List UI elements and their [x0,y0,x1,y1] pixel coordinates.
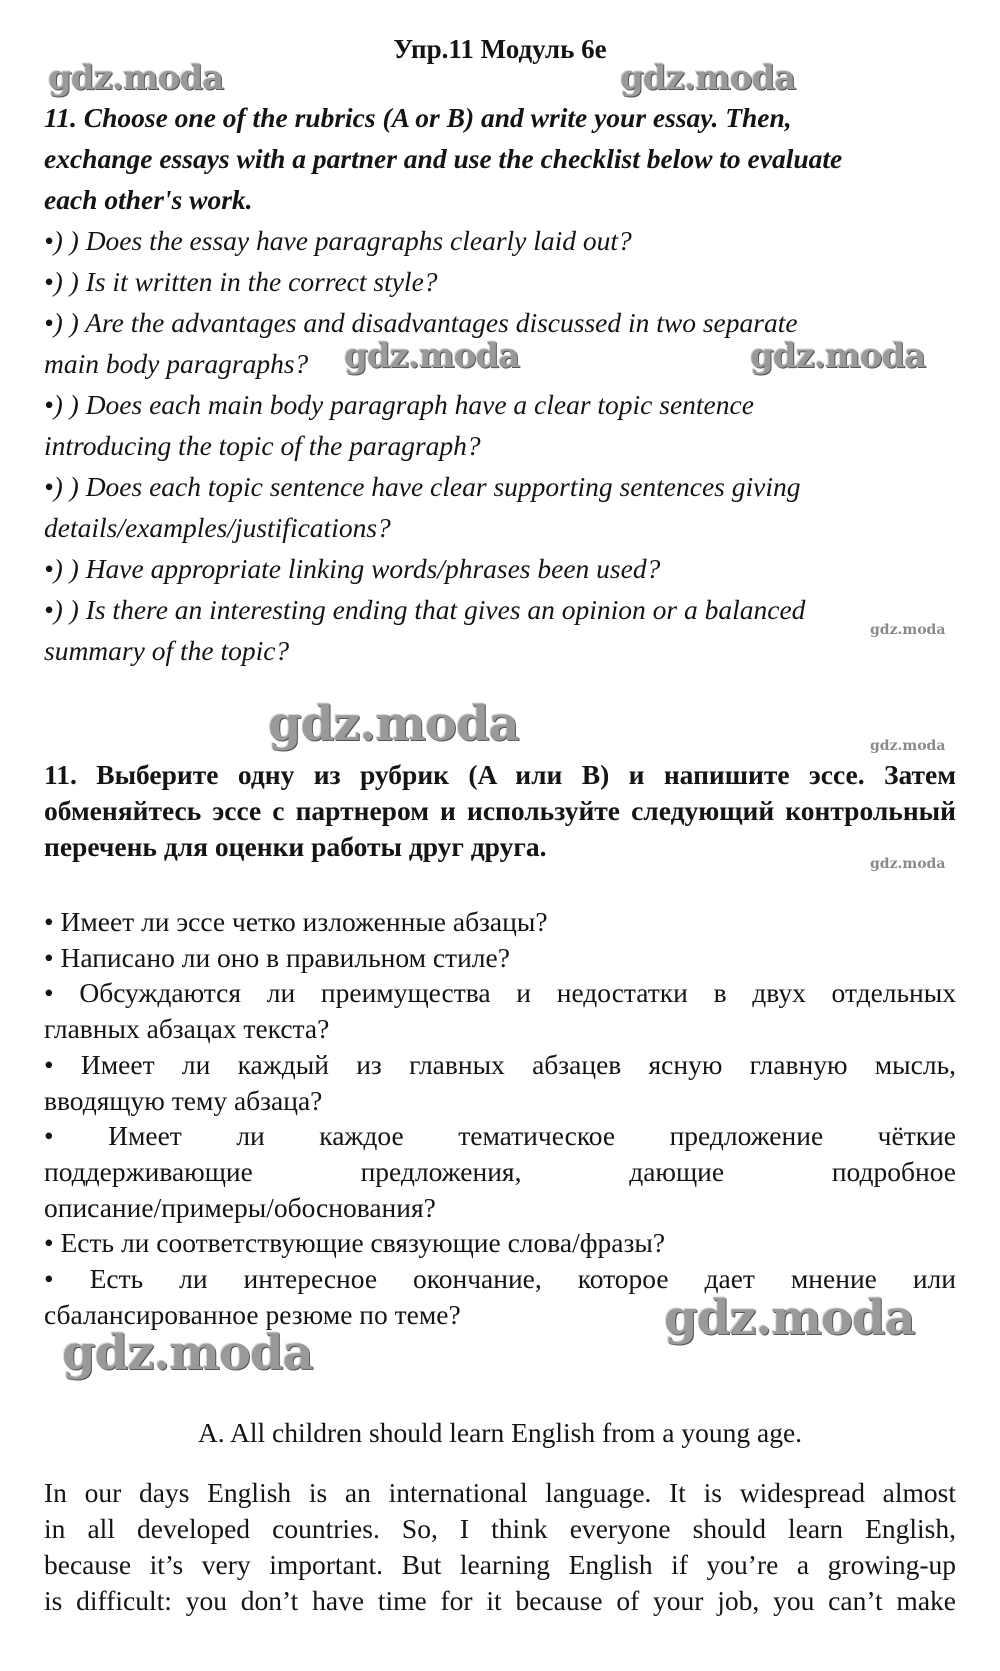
english-checklist-line: summary of the topic? [44,635,290,666]
russian-checklist-line: сбалансированное резюме по теме? [44,1298,461,1330]
essay-line: is difficult: you don’t have time for it because of your job, you can’t make [44,1585,956,1616]
russian-checklist-line: вводящую тему абзаца? [44,1084,323,1116]
russian-checklist-line: описание/примеры/обоснования? [44,1191,436,1223]
watermark: gdz.moda [870,856,946,872]
russian-checklist-line: • Есть ли соответствующие связующие слова/фразы? [44,1227,666,1259]
english-checklist-line: main body paragraphs? [44,348,309,379]
page-title: Упр.11 Модуль 6е [393,34,607,64]
english-checklist-line: •) ) Does the essay have paragraphs clearly laid out? [44,225,632,256]
english-heading-line: exchange essays with a partner and use the checklist below to evaluate [44,143,843,174]
english-checklist-line: •) ) Is there an interesting ending that gives an opinion or a balanced [44,594,806,625]
russian-checklist-line: главных абзацах текста? [44,1013,330,1045]
english-heading-line: 11. Choose one of the rubrics (A or B) and write your essay. Then, [44,102,792,133]
watermark: gdz.moda [870,622,946,638]
english-checklist-line: •) ) Does each main body paragraph have a clear topic sentence [44,389,754,420]
watermark: gdz.moda [620,58,796,98]
russian-checklist-line: • Есть ли интересное окончание, которое дает мнение или [44,1263,956,1295]
english-checklist-line: •) ) Is it written in the correct style? [44,266,438,297]
russian-checklist-line: • Имеет ли эссе четко изложенные абзацы? [44,906,548,937]
russian-checklist [44,904,956,1332]
watermark: gdz.moda [344,336,520,376]
watermark: gdz.moda [62,1325,313,1381]
english-heading-line: each other's work. [44,184,253,215]
english-task-heading [44,97,964,220]
watermark: gdz.moda [48,58,224,98]
english-checklist-line: •) ) Does each topic sentence have clear supporting sentences giving [44,471,801,502]
english-checklist-line: •) ) Have appropriate linking words/phrases been used? [44,553,661,584]
english-checklist-line: •) ) Are the advantages and disadvantages discussed in two separate [44,307,798,338]
russian-checklist-line: • Имеет ли каждое тематическое предложение чёткие [44,1120,956,1152]
watermark: gdz.moda [870,738,946,754]
essay-line: In our days English is an international language. It is widespread almost [44,1477,956,1508]
essay-line: because it’s very important. But learning English if you’re a growing-up [44,1549,956,1580]
english-checklist-line: details/examples/justifications? [44,512,391,543]
russian-checklist-line: • Написано ли оно в правильном стиле? [44,941,510,973]
watermark: gdz.moda [268,696,519,752]
russian-task-heading: 11. Выберите одну из рубрик (A или B) и напишите эссе. Затем обменяйтесь эссе с партнером и используйте следующий контрольный перечень для оценки работы друг друга. [44,759,956,862]
watermark: gdz.moda [664,1290,915,1346]
russian-checklist-line: поддерживающие предложения, дающие подробное [44,1155,956,1187]
russian-checklist-line: • Обсуждаются ли преимущества и недостатки в двух отдельных [44,977,956,1009]
russian-checklist-line: • Имеет ли каждый из главных абзацев ясную главную мысль, [44,1048,956,1080]
watermark: gdz.moda [750,336,926,376]
english-checklist [44,220,964,671]
english-checklist-line: introducing the topic of the paragraph? [44,430,481,461]
essay-line: in all developed countries. So, I think everyone should learn English, [44,1513,956,1544]
rubric-a-title: A. All children should learn English from a young age. [197,1417,803,1448]
essay-text [44,1475,956,1619]
